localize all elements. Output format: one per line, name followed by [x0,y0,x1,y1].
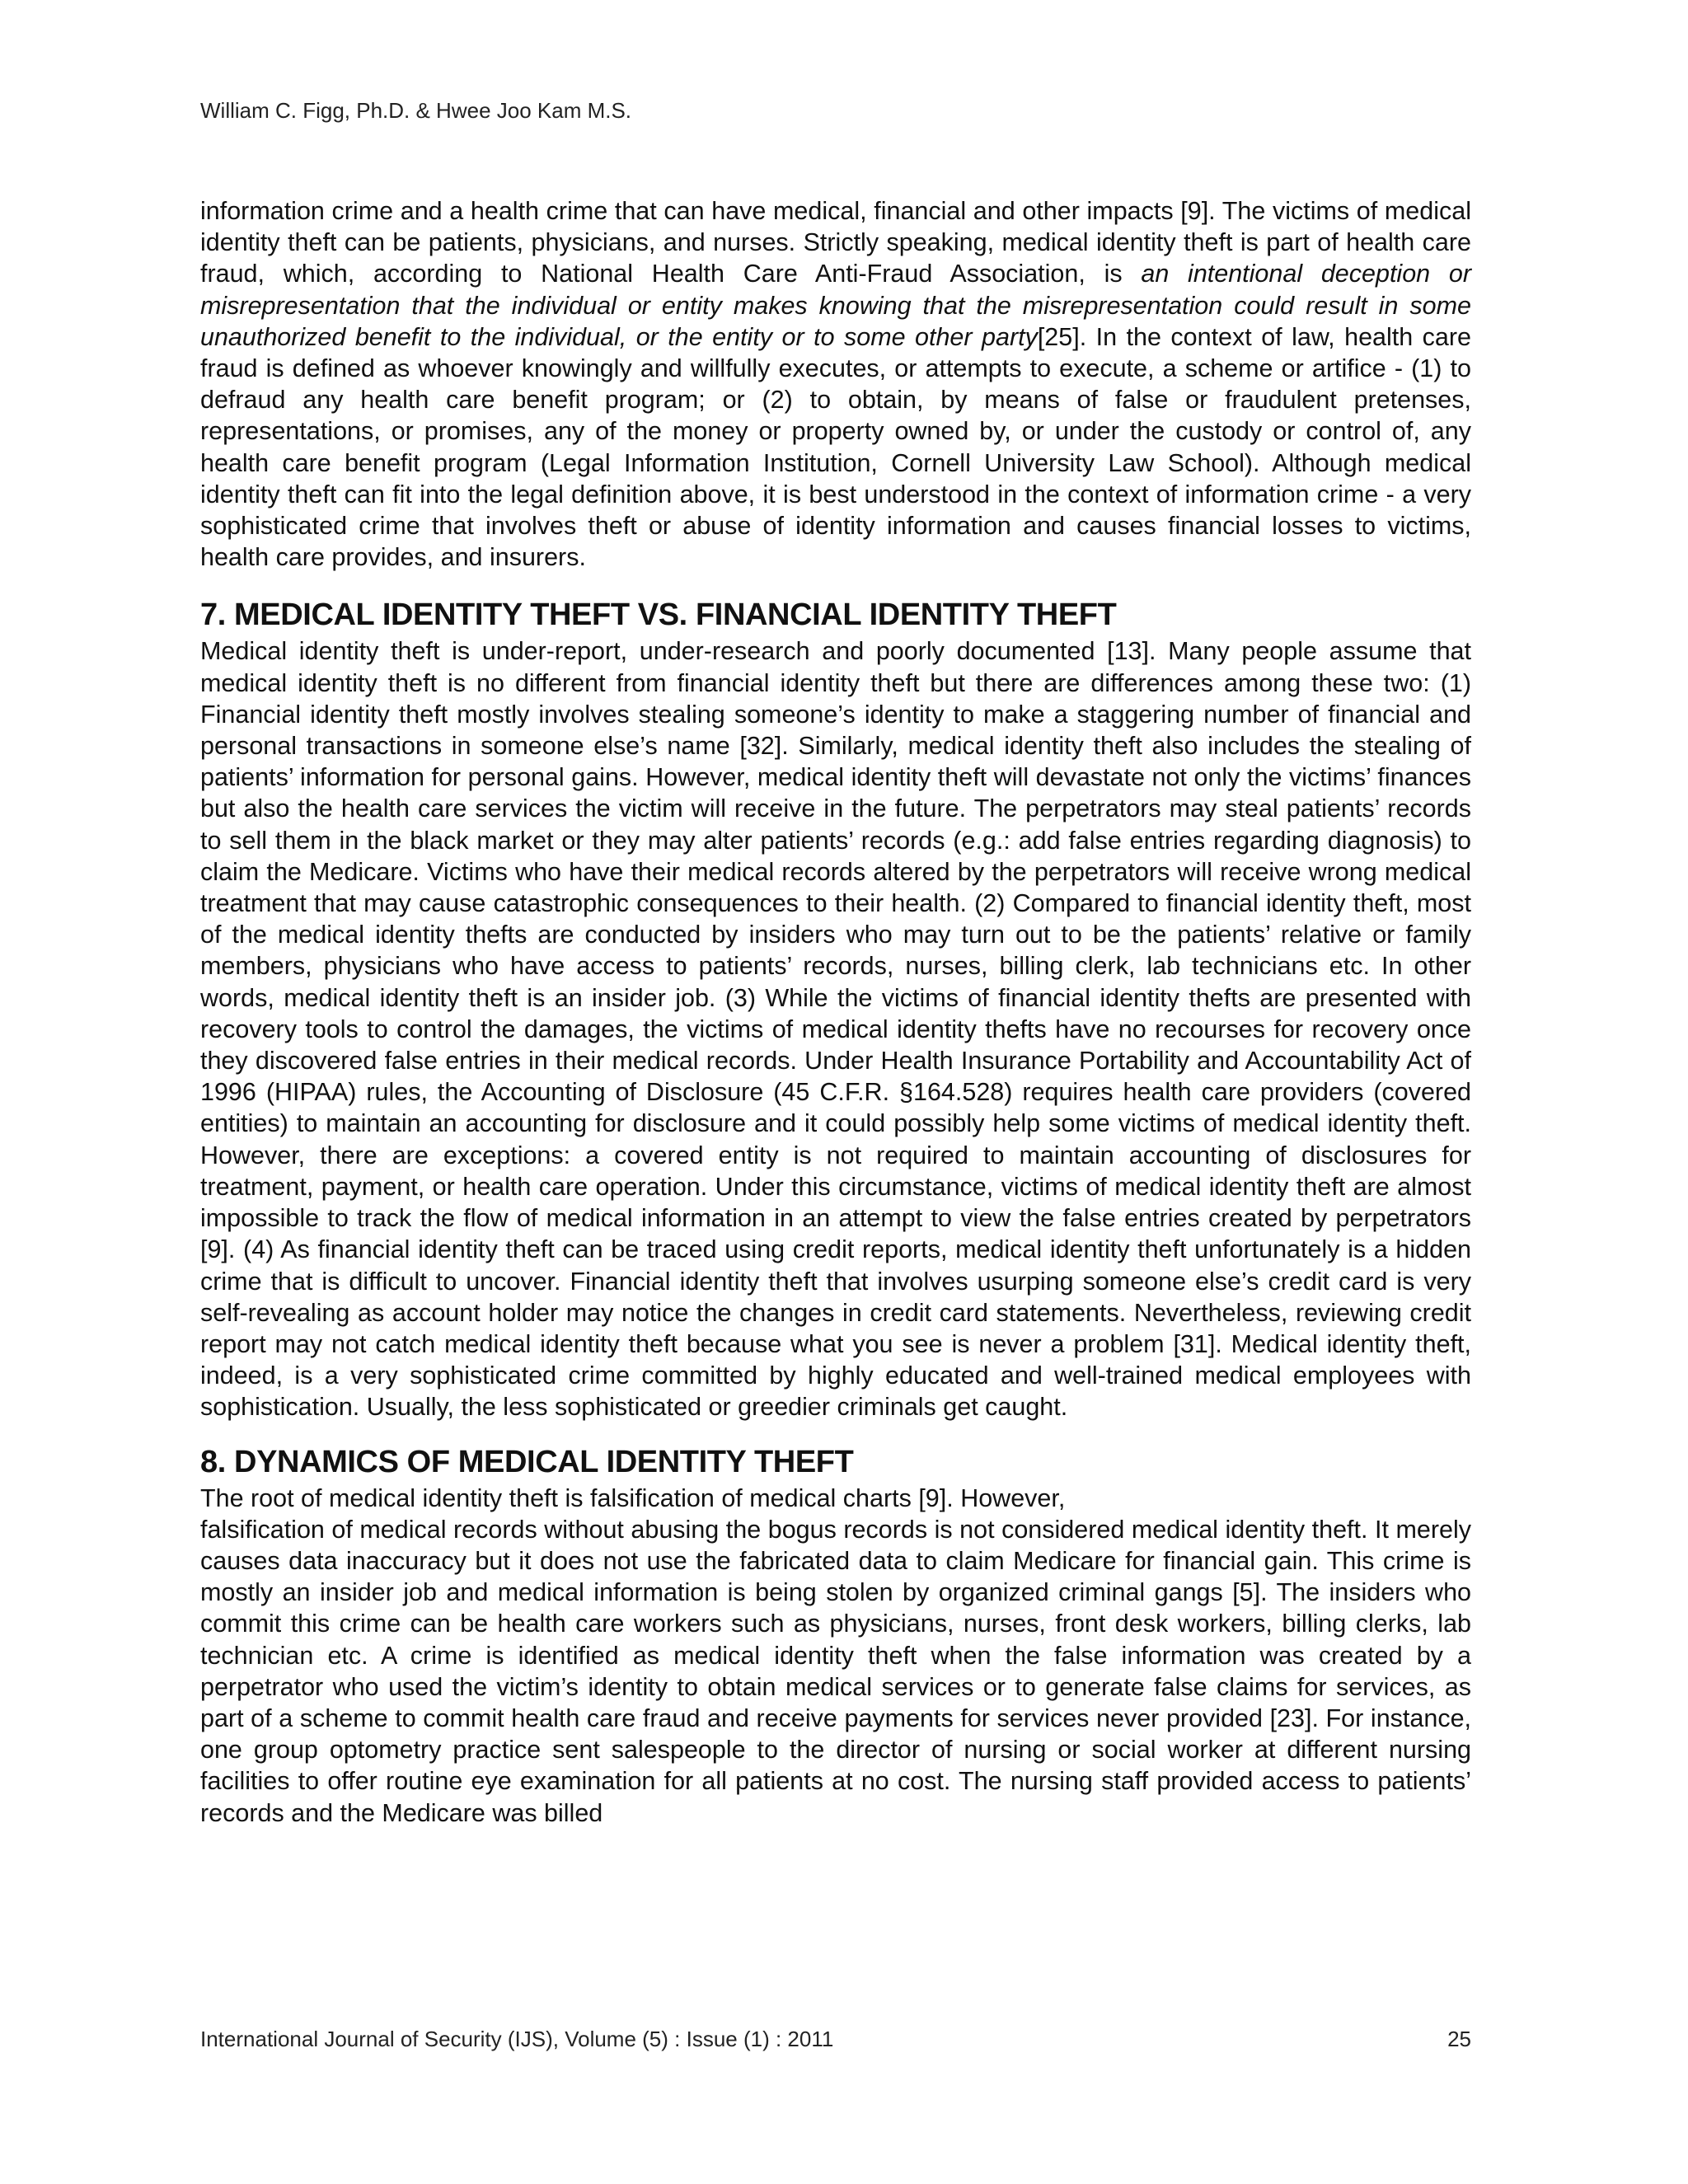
section-7 [200,594,1471,1422]
footer-journal-citation: International Journal of Security (IJS), Volume (5) : Issue (1) : 2011 [200,2027,834,2051]
section-8-paragraph: falsification of medical records without abusing the bogus records is not considered medical identity theft. It merely causes data inaccuracy but it does not use the fabricated data to claim Medicare for financial gain. This crime is mostly an insider job and medical information is being stolen by organized criminal gangs [5]. The insiders who commit this crime can be health care workers such as physicians, nurses, front desk workers, billing clerks, lab technician etc. A crime is identified as medical identity theft when the false information was created by a perpetrator who used the victim’s identity to obtain medical services or to generate false claims for services, as part of a scheme to commit health care fraud and receive payments for services never provided [23]. For instance, one group optometry practice sent salespeople to the director of nursing or social worker at different nursing facilities to offer routine eye examination for all patients at no cost. The nursing staff provided access to patients’ records and the Medicare was billed [200,1515,1471,1827]
opening-text-part-2: [25]. In the context of law, health care fraud is defined as whoever knowingly and willfully executes, or attempts to execute, a scheme or artifice - (1) to defraud any health care benefit program; or (2) to obtain, by means of false or fraudulent pretenses, representations, or promises, any of the money or property owned by, or under the custody or control of, any health care benefit program (Legal Information Institution, Cornell University Law School). Although medical identity theft can fit into the legal definition above, it is best understood in the context of information crime - a very sophisticated crime that involves theft or abuse of identity information and causes financial losses to victims, health care provides, and insurers. [200,322,1471,572]
running-head-authors: William C. Figg, Ph.D. & Hwee Joo Kam M.S. [200,98,632,123]
opening-italic-definition: an intentional deception or misrepresentation that the individual or entity makes knowing that the misrepresentation could result in some unauthorized benefit to the individual, or the entity or to some other party [200,260,1471,351]
section-8-heading: 8. DYNAMICS OF MEDICAL IDENTITY THEFT [200,1444,854,1479]
section-7-paragraph: Medical identity theft is under-report, under-research and poorly documented [13]. Many people assume that medical identity theft is no different from financial identity theft but there are differences among these two: (1) Financial identity theft mostly involves stealing someone’s identity to make a staggering number of financial and personal transactions in someone else’s name [32]. Similarly, medical identity theft also includes the stealing of patients’ information for personal gains. However, medical identity theft will devastate not only the victims’ finances but also the health care services the victim will receive in the future. The perpetrators may steal patients’ records to sell them in the black market or they may alter patients’ records (e.g.: add false entries regarding diagnosis) to claim the Medicare. Victims who have their medical records altered by the perpetrators will receive wrong medical treatment that may cause catastrophic consequences to their health. (2) Compared to financial identity theft, most of the medical identity thefts are conducted by insiders who may turn out to be the patients’ relative or family members, physicians who have access to patients’ records, nurses, billing clerk, lab technicians etc. In other words, medical identity theft is an insider job. (3) While the victims of financial identity thefts are presented with recovery tools to control the damages, the victims of medical identity thefts have no recourses for recovery once they discovered false entries in their medical records. Under Health Insurance Portability and Accountability Act of 1996 (HIPAA) rules, the Accounting of Disclosure (45 C.F.R. §164.528) requires health care providers (covered entities) to maintain an accounting for disclosure and it could possibly help some victims of medical identity theft. However, there are exceptions: a covered entity is not required to maintain accounting of disclosures for treatment, payment, or health care operation. Under this circumstance, victims of medical identity theft are almost impossible to track the flow of medical information in an attempt to view the false entries created by perpetrators [9]. (4) As financial identity theft can be traced using credit reports, medical identity theft unfortunately is a hidden crime that is difficult to uncover. Financial identity theft that involves usurping someone else’s credit card is very self-revealing as account holder may notice the changes in credit card statements. Nevertheless, reviewing credit report may not catch medical identity theft because what you see is never a problem [31]. Medical identity theft, indeed, is a very sophisticated crime committed by highly educated and well-trained medical employees with sophistication. Usually, the less sophisticated or greedier criminals get caught. [200,637,1471,1422]
section-8-first-line: The root of medical identity theft is falsification of medical charts [9]. However, [200,1483,1066,1512]
opening-text-part-1: information crime and a health crime that can have medical, financial and other impacts [9]. The victims of medical identity theft can be patients, physicians, and nurses. Strictly speaking, medical identity theft is part of health care fraud, which, according to National Health Care Anti-Fraud Association, is [200,197,1471,288]
section-7-heading: 7. MEDICAL IDENTITY THEFT VS. FINANCIAL IDENTITY THEFT [200,598,1117,633]
section-8 [200,1441,1471,1829]
opening-paragraph [200,195,1471,573]
page-body [200,195,1471,1829]
page-footer [200,2026,1471,2052]
footer-page-number: 25 [1447,2027,1471,2051]
